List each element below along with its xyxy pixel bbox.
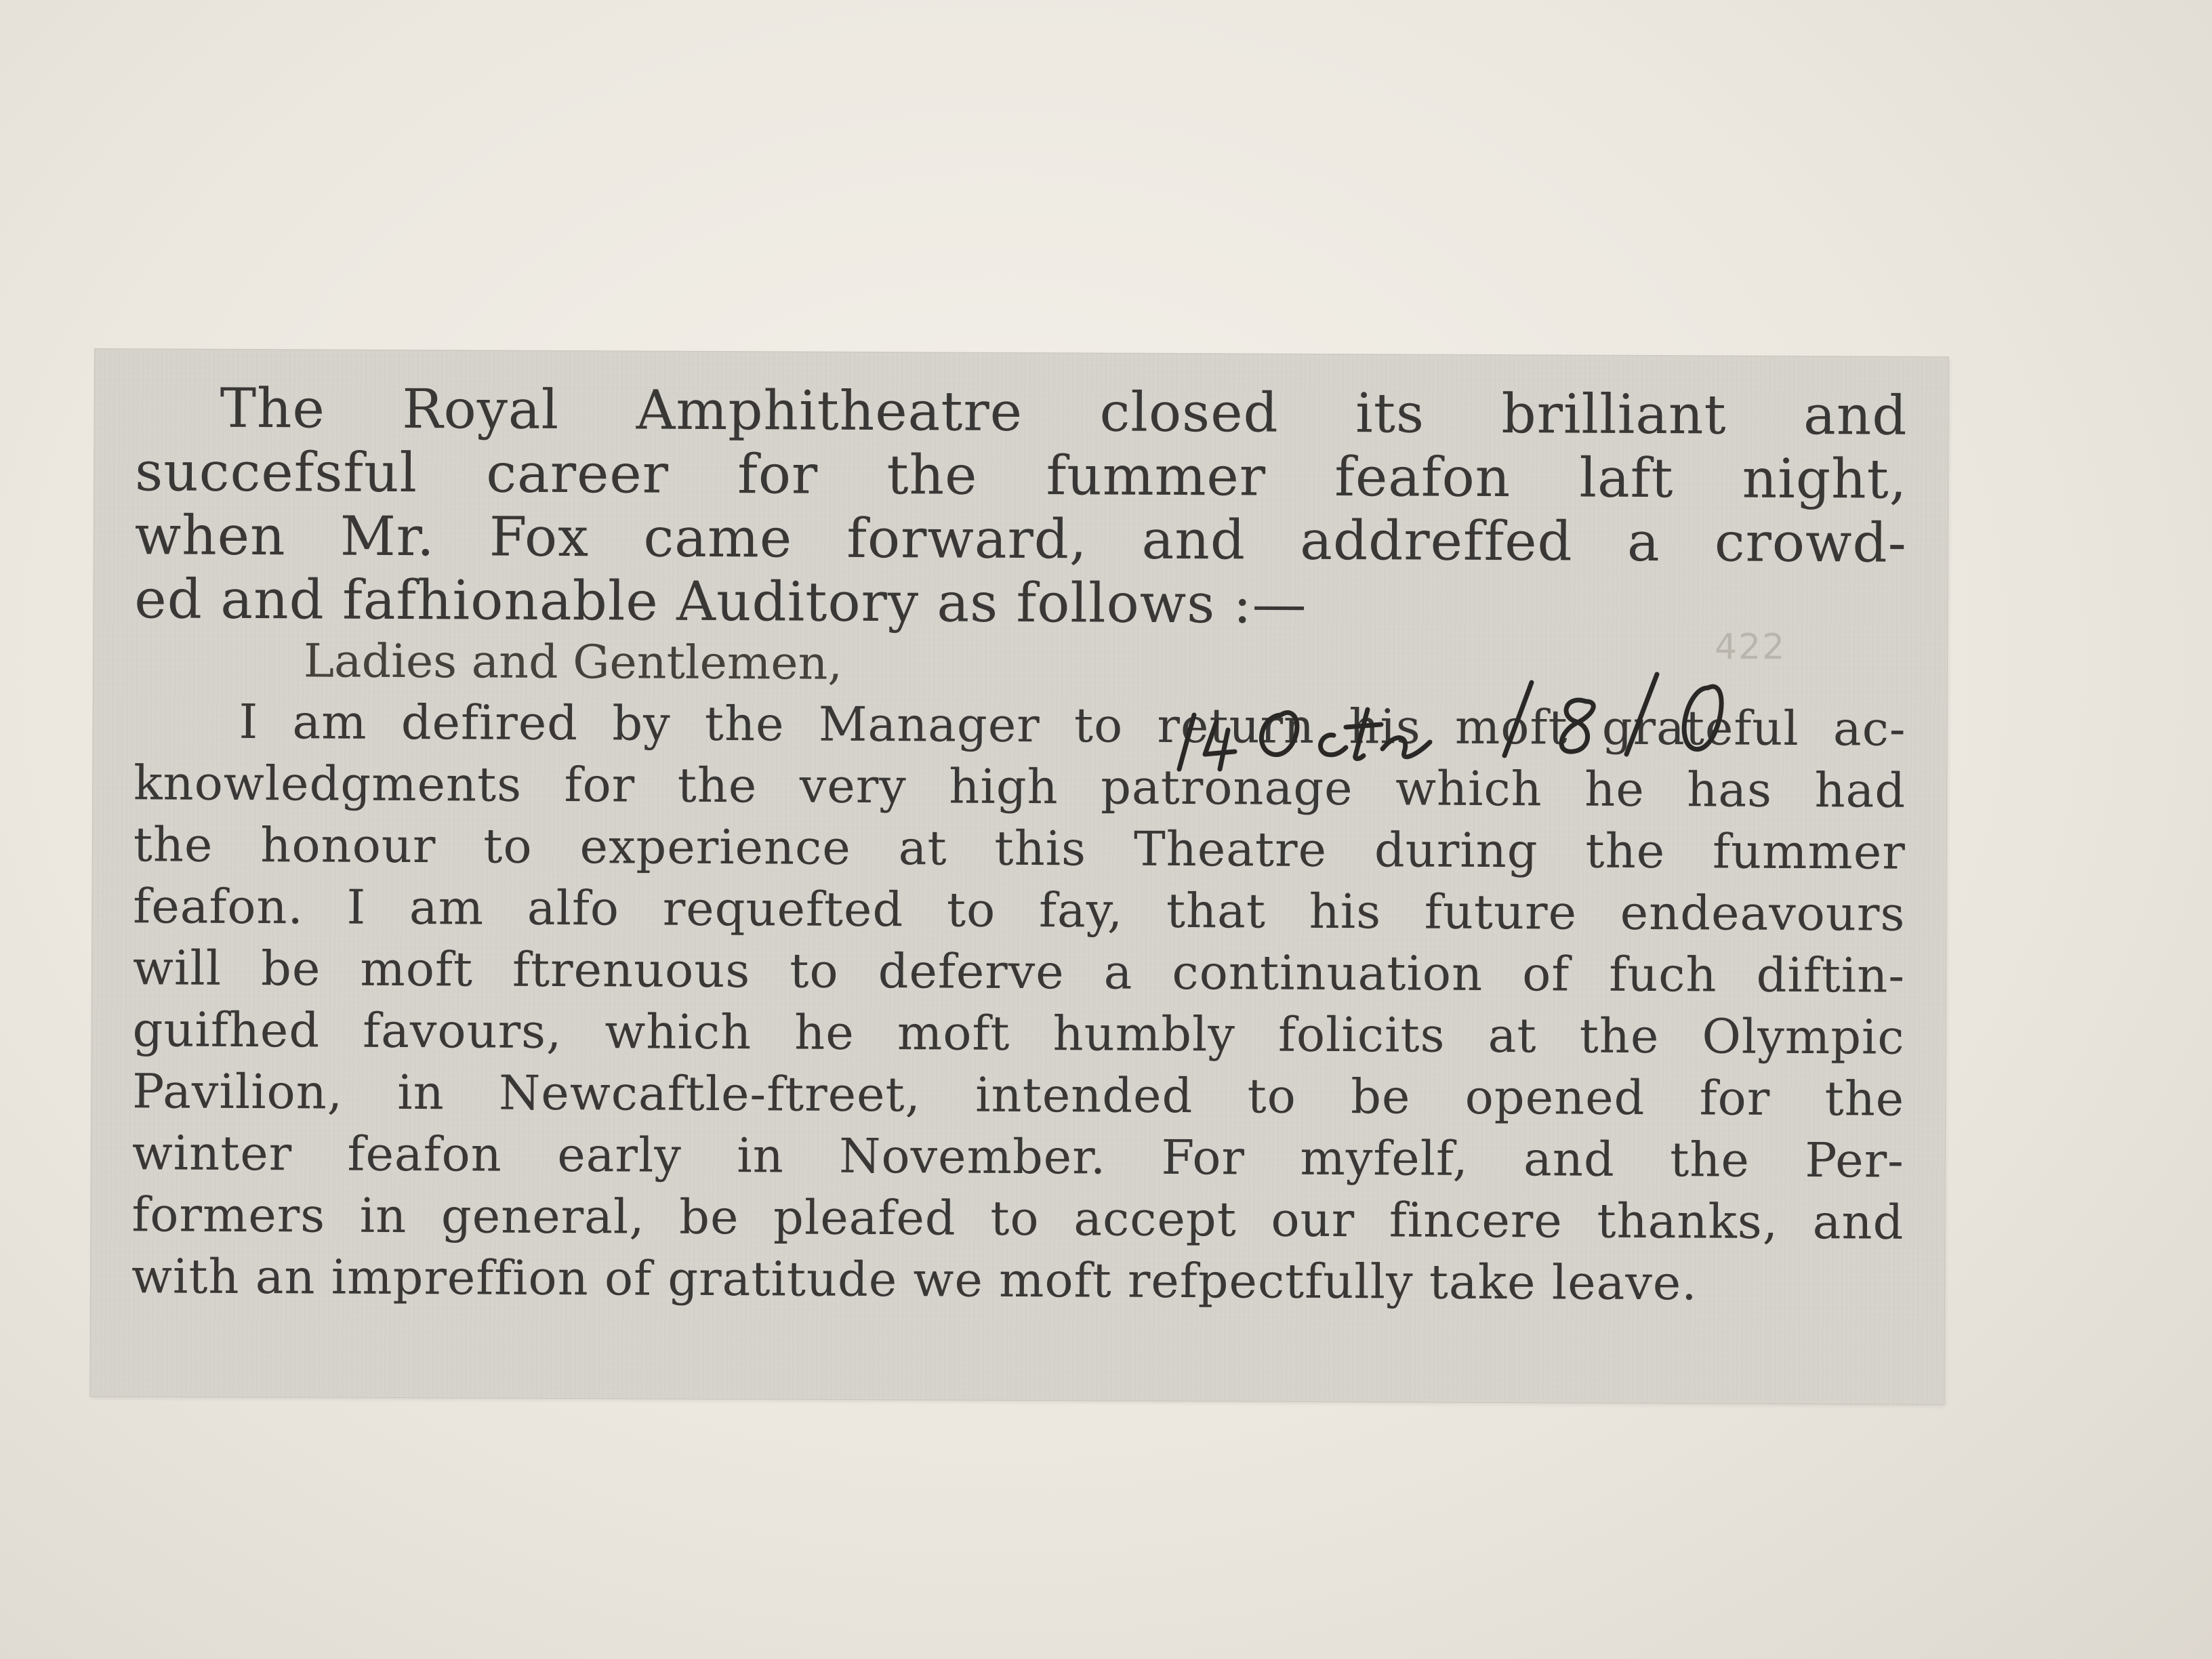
clipping-text [131,376,1908,1315]
intro-line: ed and fafhionable Auditory as follows :— [134,567,1307,636]
handwritten-date-ink [1152,668,1830,776]
intro-line: when Mr. Fox came forward, and addreffed a crowd- [134,504,1907,575]
body-line: I am defired by the Manager to return his moft grateful ac- [239,693,1906,757]
body-line: will be moft ftrenuous to deferve a continuation of fuch diftin- [132,940,1906,1004]
body-line: with an impreffion of gratitude we moft refpectfully take leave. [131,1248,1698,1311]
body-line: knowledgments for the very high patronage which he has had [134,755,1906,819]
body-line: winter feafon early in November. For myfelf, and the Per- [131,1125,1904,1189]
handwritten-date-annotation [1152,668,1830,776]
archive-number: 422 [1715,627,1786,668]
body-line: guifhed favours, which he moft humbly folicits at the Olympic [132,1002,1905,1065]
greeting-line: Ladies and Gentlemen, [303,634,843,691]
body-line: formers in general, be pleafed to accept our fincere thanks, and [131,1187,1904,1250]
newspaper-clipping [90,349,1948,1404]
body-line: Pavilion, in Newcaftle-ftreet, intended to be opened for the [132,1063,1905,1127]
body-line: feafon. I am alfo requefted to fay, that his future endeavours [133,878,1906,942]
body-line: the honour to experience at this Theatre during the fummer [133,817,1906,880]
intro-line: succefsful career for the fummer feafon laft night, [135,440,1908,511]
intro-line: The Royal Amphitheatre closed its brilliant and [220,376,1908,447]
